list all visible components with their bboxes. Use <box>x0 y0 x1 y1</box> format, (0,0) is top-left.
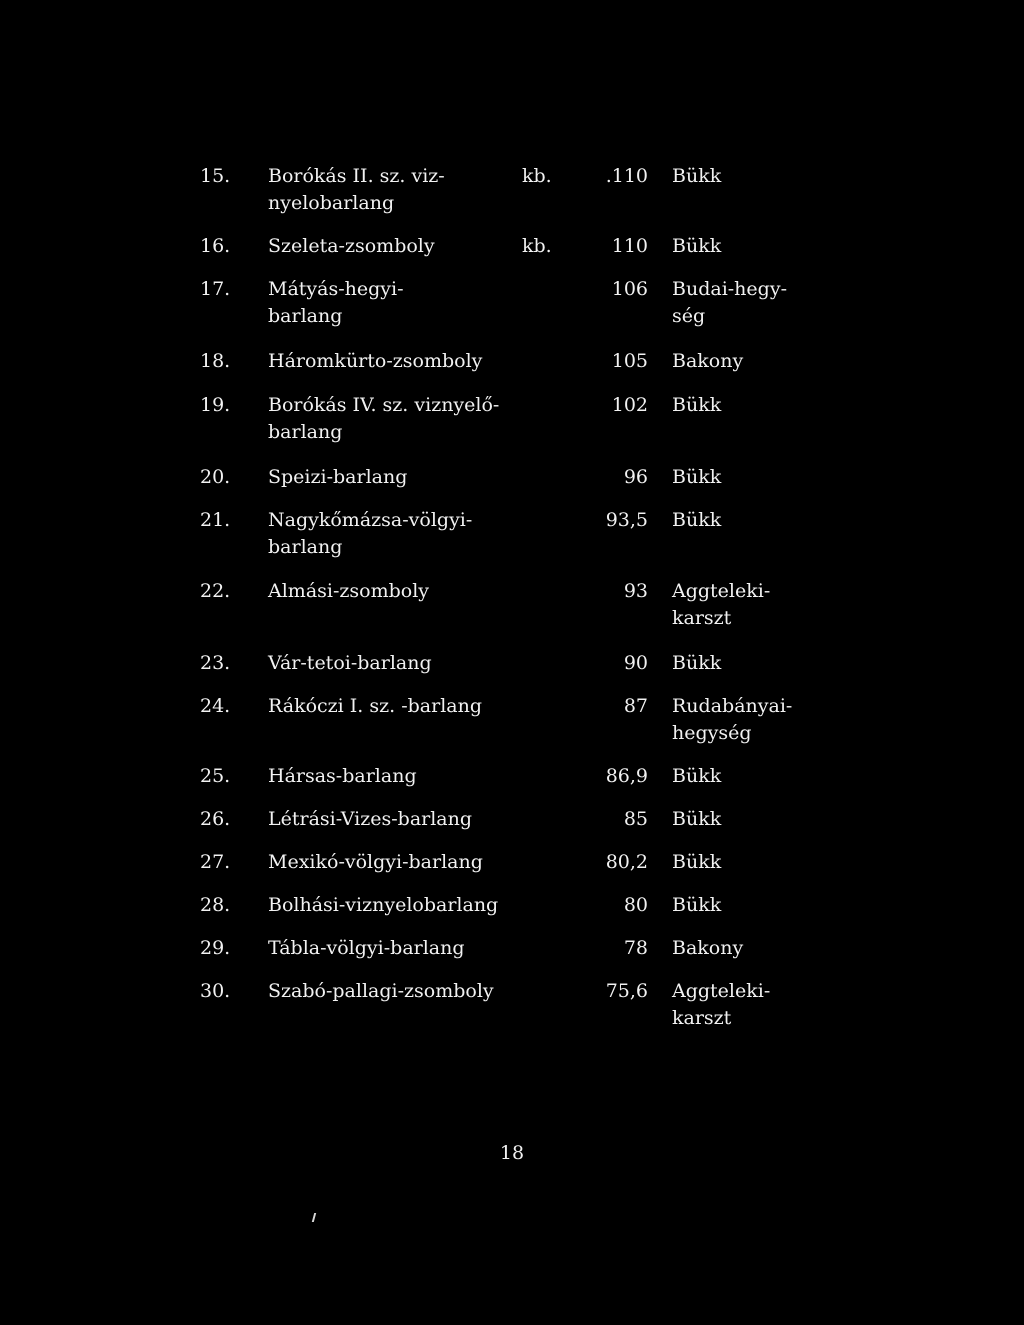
cave-depth: 75,6 <box>605 980 648 1002</box>
cave-region: Bükk <box>672 235 722 257</box>
cave-depth: 80,2 <box>605 851 648 873</box>
row-number: 23. <box>200 652 231 674</box>
scan-speck <box>312 1213 316 1222</box>
cave-region: Bükk <box>672 165 722 187</box>
cave-region: Bükk <box>672 466 722 488</box>
row-number: 25. <box>200 765 231 787</box>
cave-region: Aggteleki- karszt <box>672 580 771 629</box>
cave-depth: 80 <box>623 894 648 916</box>
row-number: 19. <box>200 394 231 416</box>
cave-name: Vár-tetoi-barlang <box>268 652 432 674</box>
cave-name: Borókás IV. sz. viznyelő- barlang <box>268 394 500 443</box>
cave-depth: 78 <box>623 937 648 959</box>
cave-region: Aggteleki- karszt <box>672 980 771 1029</box>
cave-depth: 106 <box>611 278 648 300</box>
approx-marker: kb. <box>522 235 552 257</box>
row-number: 29. <box>200 937 231 959</box>
cave-name: Almási-zsomboly <box>268 580 430 602</box>
cave-depth: 86,9 <box>605 765 648 787</box>
cave-depth: 90 <box>623 652 648 674</box>
cave-region: Budai-hegy- ség <box>672 278 787 327</box>
cave-region: Bakony <box>672 350 744 372</box>
row-number: 26. <box>200 808 231 830</box>
cave-region: Bükk <box>672 509 722 531</box>
table-row <box>0 693 1024 753</box>
cave-name: Szabó-pallagi-zsomboly <box>268 980 494 1002</box>
cave-depth: 105 <box>611 350 648 372</box>
cave-name: Háromkürto-zsomboly <box>268 350 483 372</box>
approx-marker: kb. <box>522 165 552 187</box>
row-number: 18. <box>200 350 231 372</box>
table-row <box>0 392 1024 452</box>
cave-region: Bükk <box>672 851 722 873</box>
cave-depth: 102 <box>611 394 648 416</box>
cave-name: Szeleta-zsomboly <box>268 235 435 257</box>
row-number: 30. <box>200 980 231 1002</box>
table-row <box>0 507 1024 567</box>
row-number: 27. <box>200 851 231 873</box>
cave-name: Nagykőmázsa-völgyi- barlang <box>268 509 473 558</box>
cave-region: Bükk <box>672 808 722 830</box>
cave-region: Bükk <box>672 894 722 916</box>
table-row <box>0 978 1024 1038</box>
cave-region: Bakony <box>672 937 744 959</box>
cave-depth: .110 <box>605 165 648 187</box>
row-number: 22. <box>200 580 231 602</box>
row-number: 24. <box>200 695 231 717</box>
table-row <box>0 163 1024 223</box>
cave-name: Rákóczi I. sz. -barlang <box>268 695 483 717</box>
cave-region: Bükk <box>672 652 722 674</box>
cave-name: Létrási-Vizes-barlang <box>268 808 473 830</box>
cave-name: Mexikó-völgyi-barlang <box>268 851 483 873</box>
row-number: 21. <box>200 509 231 531</box>
row-number: 15. <box>200 165 231 187</box>
cave-name: Bolhási-viznyelobarlang <box>268 894 499 916</box>
cave-depth: 110 <box>611 235 648 257</box>
table-row <box>0 276 1024 336</box>
cave-depth: 93 <box>623 580 648 602</box>
row-number: 16. <box>200 235 231 257</box>
cave-name: Speizi-barlang <box>268 466 408 488</box>
cave-region: Bükk <box>672 765 722 787</box>
row-number: 20. <box>200 466 231 488</box>
page-number: 18 <box>499 1142 525 1164</box>
row-number: 17. <box>200 278 231 300</box>
cave-depth: 85 <box>623 808 648 830</box>
cave-region: Rudabányai- hegység <box>672 695 793 744</box>
row-number: 28. <box>200 894 231 916</box>
cave-depth: 87 <box>623 695 648 717</box>
cave-name: Borókás II. sz. viz- nyelobarlang <box>268 165 445 214</box>
cave-depth: 96 <box>623 466 648 488</box>
cave-name: Mátyás-hegyi- barlang <box>268 278 404 327</box>
cave-name: Hársas-barlang <box>268 765 417 787</box>
table-row <box>0 578 1024 638</box>
cave-region: Bükk <box>672 394 722 416</box>
cave-depth: 93,5 <box>605 509 648 531</box>
cave-name: Tábla-völgyi-barlang <box>268 937 465 959</box>
